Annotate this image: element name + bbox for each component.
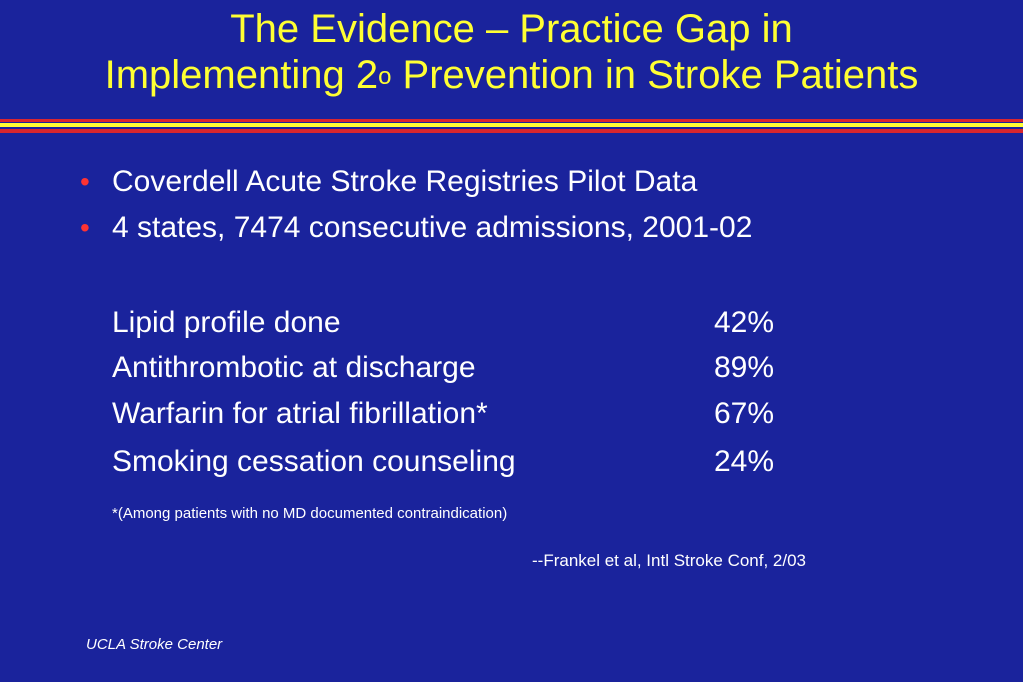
title-line-2 [0, 52, 1023, 104]
title-divider-red-bottom [0, 129, 1023, 133]
stat-value: 24% [714, 445, 775, 478]
stat-label: Lipid profile done [112, 306, 341, 339]
title-divider-yellow [0, 123, 1023, 127]
stat-value: 67% [714, 397, 775, 430]
stat-value: 42% [714, 306, 775, 339]
stat-row [112, 350, 812, 390]
citation: --Frankel et al, Intl Stroke Conf, 2/03 [532, 551, 807, 570]
title-line-2-start: Implementing 2 [104, 53, 379, 97]
title-superscript: o [378, 63, 392, 90]
footnote: *(Among patients with no MD documented contraindication) [112, 505, 508, 522]
stat-row [112, 396, 812, 436]
slide-title [0, 6, 1023, 104]
bullet-text: 4 states, 7474 consecutive admissions, 2001-02 [112, 211, 753, 244]
bullet-text: Coverdell Acute Stroke Registries Pilot Data [112, 165, 698, 198]
stat-label: Smoking cessation counseling [112, 445, 516, 478]
stat-row [112, 444, 812, 484]
title-line-2-end: Prevention in Stroke Patients [391, 53, 919, 97]
stat-value: 89% [714, 351, 775, 384]
stat-label: Antithrombotic at discharge [112, 351, 476, 384]
bullet-dot-icon: • [80, 212, 90, 243]
title-divider-red-top [0, 119, 1023, 122]
stat-label: Warfarin for atrial fibrillation* [112, 397, 488, 430]
title-line-1: The Evidence – Practice Gap in [230, 7, 793, 51]
stat-row [112, 305, 812, 345]
footer-organization: UCLA Stroke Center [86, 636, 223, 653]
bullet-dot-icon: • [80, 166, 90, 197]
